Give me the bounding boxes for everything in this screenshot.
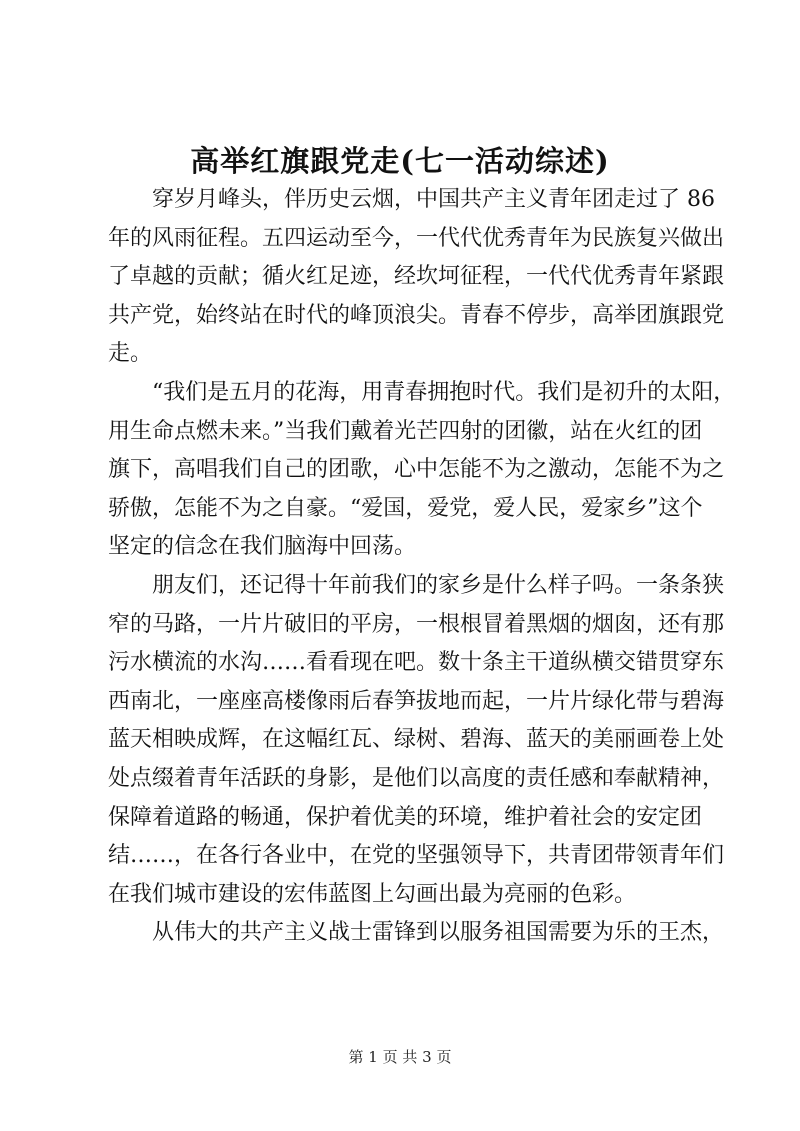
document-title: 高举红旗跟党走(七一活动综述): [190, 144, 610, 178]
document-body: [108, 181, 736, 953]
body-line: “我们是五月的花海，用青春拥抱时代。我们是初升的太阳，: [108, 379, 736, 405]
body-line: 朋友们，还记得十年前我们的家乡是什么样子吗。一条条狭: [108, 572, 725, 598]
body-line: 结……，在各行各业中，在党的坚强领导下，共青团带领青年们: [108, 843, 725, 869]
body-line: 骄傲，怎能不为之自豪。“爱国，爱党，爱人民，爱家乡”这个: [108, 495, 703, 521]
body-line: 走。: [108, 341, 153, 367]
body-line: 窄的马路，一片片破旧的平房，一根根冒着黑烟的烟囱，还有那: [108, 611, 725, 637]
body-line: 坚定的信念在我们脑海中回荡。: [108, 534, 417, 560]
body-line: 处点缀着青年活跃的身影，是他们以高度的责任感和奉献精神，: [108, 765, 725, 791]
body-line: 用生命点燃未来。”当我们戴着光芒四射的团徽，站在火红的团: [108, 418, 703, 444]
page-number: 第 1 页 共 3 页: [348, 1048, 452, 1066]
body-line: 共产党，始终站在时代的峰顶浪尖。青春不停步，高举团旗跟党: [108, 302, 725, 328]
body-line: 旗下，高唱我们自己的团歌，心中怎能不为之激动，怎能不为之: [108, 457, 725, 483]
body-line: 在我们城市建设的宏伟蓝图上勾画出最为亮丽的色彩。: [108, 881, 637, 907]
body-line: 从伟大的共产主义战士雷锋到以服务祖国需要为乐的王杰，: [108, 920, 725, 946]
body-line: 西南北，一座座高楼像雨后春笋拔地而起，一片片绿化带与碧海: [108, 688, 725, 714]
body-line: 了卓越的贡献；循火红足迹，经坎坷征程，一代代优秀青年紧跟: [108, 264, 725, 290]
body-line: 污水横流的水沟……看看现在吧。数十条主干道纵横交错贯穿东: [108, 650, 725, 676]
body-line: 保障着道路的畅通，保护着优美的环境，维护着社会的安定团: [108, 804, 703, 830]
body-line: 穿岁月峰头，伴历史云烟，中国共产主义青年团走过了 86: [108, 187, 715, 212]
body-line: 蓝天相映成辉，在这幅红瓦、绿树、碧海、蓝天的美丽画卷上处: [108, 727, 725, 753]
body-line: 年的风雨征程。五四运动至今，一代代优秀青年为民族复兴做出: [108, 225, 725, 251]
